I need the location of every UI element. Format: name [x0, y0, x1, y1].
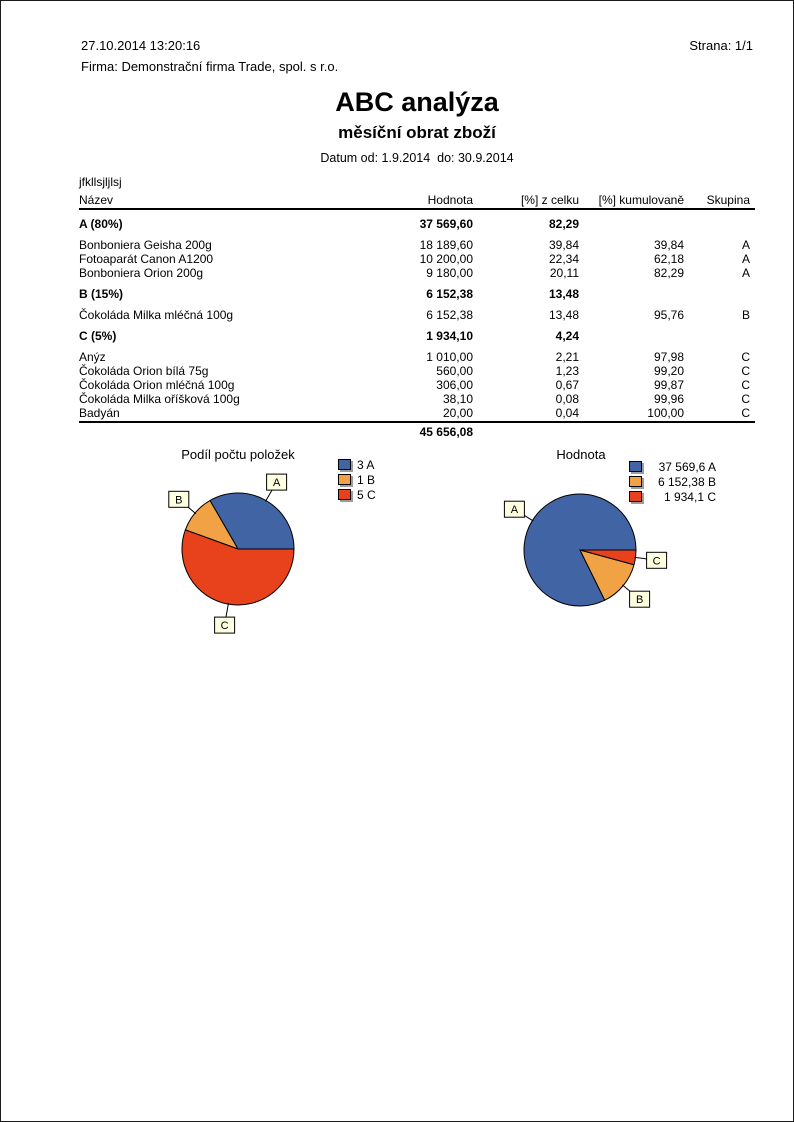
pie1-title: Podíl počtu položek: [181, 447, 295, 462]
abc-table: [79, 175, 755, 440]
legend-row: [338, 487, 376, 502]
company-line: Firma: Demonstrační firma Trade, spol. s r.o.: [81, 59, 339, 74]
table-row: [79, 217, 755, 232]
table-row: [79, 364, 755, 378]
cell-kumulovane: [579, 217, 684, 232]
table-row: [79, 406, 755, 420]
pie-callout-label-C: C: [220, 620, 229, 633]
legend-label-C: 5 C: [357, 487, 376, 502]
note-text: jfkllsjljlsj: [79, 175, 122, 189]
cell-z-celku: 20,11: [549, 266, 579, 280]
pie2-title: Hodnota: [556, 447, 606, 462]
pie-callout-label-A: A: [510, 504, 519, 517]
cell-skupina: C: [741, 350, 750, 364]
pie2-legend: [629, 459, 716, 504]
cell-kumulovane: 62,18: [653, 252, 684, 266]
cell-nazev: Čokoláda Milka oříšková 100g: [79, 392, 240, 406]
legend-label-B: 1 B: [357, 472, 376, 487]
date-range: Datum od: 1.9.2014 do: 30.9.2014: [320, 151, 514, 165]
cell-hodnota: 1 934,10: [426, 329, 473, 343]
cell-z-celku: 13,48: [548, 287, 579, 301]
cell-hodnota: 6 152,38: [426, 308, 473, 322]
cell-z-celku: 39,84: [548, 238, 579, 252]
legend-row: [338, 457, 376, 472]
legend-row: [629, 489, 716, 504]
cell-skupina: A: [741, 252, 750, 266]
legend-swatch-B: [338, 474, 351, 485]
cell-nazev: Fotoaparát Canon A1200: [79, 252, 214, 266]
cell-hodnota: 18 189,60: [419, 238, 473, 252]
pie-callout-label-B: B: [175, 494, 183, 507]
cell-hodnota: 6 152,38: [426, 287, 473, 301]
cell-kumulovane: 82,29: [653, 266, 684, 280]
col-header-hodnota: Hodnota: [427, 193, 473, 207]
table-header-row: [79, 193, 755, 208]
legend-row: [629, 474, 716, 489]
cell-nazev: Čokoláda Orion mléčná 100g: [79, 378, 235, 392]
pie-callout-label-A: A: [272, 477, 281, 490]
total-value: 45 656,08: [419, 425, 473, 439]
legend-swatch-A: [338, 459, 351, 470]
legend-label-B: 6 152,38 B: [657, 474, 716, 489]
total-row: [79, 425, 755, 440]
col-header-skupina: Skupina: [706, 193, 750, 207]
cell-nazev: C (5%): [79, 329, 117, 343]
cell-kumulovane: 95,76: [653, 308, 684, 322]
legend-label-C: 1 934,1 C: [663, 489, 716, 504]
cell-skupina: B: [741, 308, 750, 322]
pie1-legend: [338, 457, 376, 502]
cell-z-celku: 4,24: [555, 329, 579, 343]
col-header-z-celku: [%] z celku: [520, 193, 579, 207]
cell-kumulovane: [579, 287, 684, 302]
table-row: [79, 238, 755, 252]
cell-skupina: C: [741, 378, 750, 392]
cell-kumulovane: [579, 329, 684, 344]
pie-callout-label-B: B: [635, 594, 644, 607]
table-row: [79, 392, 755, 406]
cell-skupina: C: [741, 364, 750, 378]
cell-nazev: Bonboniera Geisha 200g: [79, 238, 212, 252]
legend-swatch-C: [629, 491, 642, 502]
cell-hodnota: 20,00: [442, 406, 473, 420]
table-row: [79, 287, 755, 302]
cell-z-celku: 2,21: [555, 350, 579, 364]
cell-skupina: [684, 329, 755, 344]
cell-kumulovane: 99,87: [653, 378, 684, 392]
cell-kumulovane: 100,00: [647, 406, 684, 420]
cell-nazev: Anýz: [79, 350, 106, 364]
cell-kumulovane: 39,84: [653, 238, 684, 252]
cell-hodnota: 1 010,00: [426, 350, 473, 364]
printed-timestamp: 27.10.2014 13:20:16: [81, 38, 201, 53]
cell-skupina: C: [741, 392, 750, 406]
cell-kumulovane: 99,20: [653, 364, 684, 378]
report-title: ABC analýza: [335, 87, 499, 117]
col-header-kumulovane: [%] kumulovaně: [598, 193, 684, 207]
table-body: [79, 217, 755, 420]
table-row: [79, 266, 755, 280]
cell-hodnota: 38,10: [442, 392, 473, 406]
legend-label-A: 37 569,6 A: [658, 459, 716, 474]
cell-nazev: Bonboniera Orion 200g: [79, 266, 204, 280]
table-row: [79, 350, 755, 364]
legend-swatch-C: [338, 489, 351, 500]
cell-kumulovane: 97,98: [653, 350, 684, 364]
col-header-nazev: Název: [79, 193, 114, 207]
cell-skupina: A: [741, 238, 750, 252]
cell-z-celku: 22,34: [548, 252, 579, 266]
bottom-rule: [79, 421, 755, 423]
cell-z-celku: 0,08: [555, 392, 579, 406]
cell-skupina: C: [741, 406, 750, 420]
cell-nazev: A (80%): [79, 217, 123, 231]
pie-callout-label-C: C: [652, 555, 661, 568]
report-subtitle: měsíční obrat zboží: [338, 123, 496, 142]
table-row: [79, 329, 755, 344]
cell-skupina: [684, 287, 755, 302]
cell-z-celku: 1,23: [555, 364, 579, 378]
cell-skupina: A: [741, 266, 750, 280]
cell-hodnota: 9 180,00: [426, 266, 473, 280]
table-row: [79, 378, 755, 392]
legend-row: [338, 472, 376, 487]
pie-chart-podil-poctu-polozek: [141, 466, 341, 641]
cell-z-celku: 13,48: [548, 308, 579, 322]
legend-swatch-B: [629, 476, 642, 487]
cell-z-celku: 0,67: [555, 378, 579, 392]
cell-skupina: [684, 217, 755, 232]
table-row: [79, 308, 755, 322]
page-number: Strana: 1/1: [689, 38, 753, 53]
cell-hodnota: 306,00: [436, 378, 473, 392]
cell-hodnota: 560,00: [436, 364, 473, 378]
legend-swatch-A: [629, 461, 642, 472]
cell-nazev: B (15%): [79, 287, 124, 301]
cell-kumulovane: 99,96: [653, 392, 684, 406]
cell-z-celku: 0,04: [555, 406, 579, 420]
cell-hodnota: 37 569,60: [419, 217, 473, 231]
cell-nazev: Čokoláda Milka mléčná 100g: [79, 308, 234, 322]
cell-nazev: Čokoláda Orion bílá 75g: [79, 364, 209, 378]
header-rule: [79, 208, 755, 210]
legend-label-A: 3 A: [357, 457, 375, 472]
cell-hodnota: 10 200,00: [419, 252, 473, 266]
cell-z-celku: 82,29: [548, 217, 579, 231]
legend-row: [629, 459, 716, 474]
table-row: [79, 252, 755, 266]
cell-nazev: Badyán: [79, 406, 120, 420]
